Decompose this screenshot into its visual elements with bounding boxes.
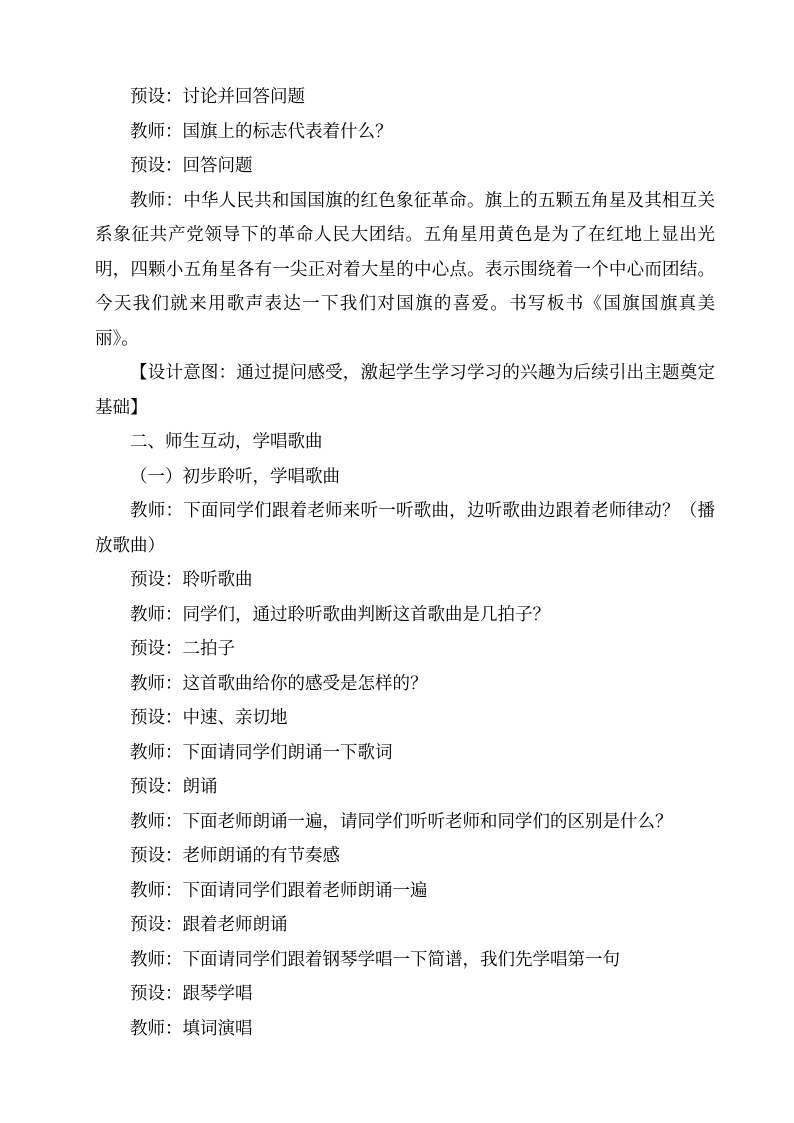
paragraph-design-intent: 【设计意图：通过提问感受，激起学生学习学习的兴趣为后续引出主题奠定基础】 bbox=[95, 363, 715, 418]
paragraph-teacher-recite-compare: 教师：下面老师朗诵一遍，请同学们听听老师和同学们的区别是什么？ bbox=[130, 811, 673, 832]
paragraph-preset-discuss: 预设：讨论并回答问题 bbox=[130, 87, 305, 107]
paragraph-preset-piano-sing: 预设：跟琴学唱 bbox=[130, 984, 253, 1004]
paragraph-teacher-meter-question: 教师：同学们，通过聆听歌曲判断这首歌曲是几拍子？ bbox=[130, 604, 550, 625]
paragraph-teacher-piano-sing: 教师：下面请同学们跟着钢琴学唱一下简谱，我们先学唱第一句 bbox=[130, 949, 620, 970]
paragraph-preset-follow-recite: 预设：跟着老师朗诵 bbox=[130, 915, 288, 935]
paragraph-teacher-feeling-question: 教师：这首歌曲给你的感受是怎样的？ bbox=[130, 673, 428, 694]
paragraph-preset-answer: 预设：回答问题 bbox=[130, 156, 253, 176]
paragraph-preset-listen: 预设：聆听歌曲 bbox=[130, 570, 253, 590]
paragraph-preset-feeling: 预设：中速、亲切地 bbox=[130, 708, 288, 728]
paragraph-teacher-follow-recite: 教师：下面请同学们跟着老师朗诵一遍 bbox=[130, 880, 428, 901]
paragraph-teacher-sing-lyrics: 教师：填词演唱 bbox=[130, 1018, 253, 1039]
document-body bbox=[95, 80, 715, 1046]
paragraph-teacher-flag-question: 教师：国旗上的标志代表着什么？ bbox=[130, 121, 393, 142]
paragraph-teacher-recite-lyrics: 教师：下面请同学们朗诵一下歌词 bbox=[130, 742, 393, 763]
paragraph-teacher-listen-song: 教师：下面同学们跟着老师来听一听歌曲，边听歌曲边跟着老师律动？（播放歌曲） bbox=[95, 501, 715, 556]
subsection-heading-first-listen: （一）初步聆听，学唱歌曲 bbox=[130, 466, 340, 487]
paragraph-preset-rhythm: 预设：老师朗诵的有节奏感 bbox=[130, 846, 340, 866]
paragraph-preset-meter: 预设：二拍子 bbox=[130, 639, 235, 659]
section-heading-interaction: 二、师生互动，学唱歌曲 bbox=[130, 432, 323, 452]
paragraph-teacher-flag-meaning: 教师：中华人民共和国国旗的红色象征革命。旗上的五颗五角星及其相互关系象征共产党领导下的革命人民大团结。五角星用黄色是为了在红地上显出光明，四颗小五角星各有一尖正对着大星的中心点。表示围绕着一个中心而团结。今天我们就来用歌声表达一下我们对国旗的喜爱。书写板书《国旗国旗真美丽》。 bbox=[95, 190, 715, 349]
paragraph-preset-recite: 预设：朗诵 bbox=[130, 777, 218, 797]
